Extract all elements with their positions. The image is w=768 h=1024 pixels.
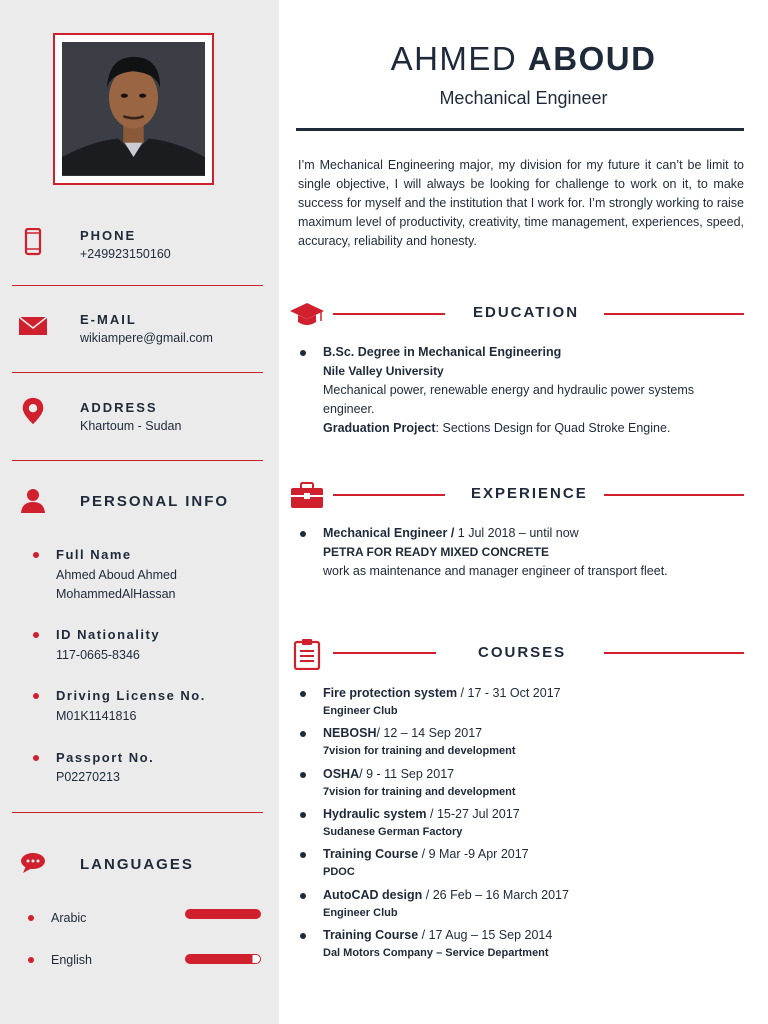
job-title: Mechanical Engineer xyxy=(439,88,608,108)
course-item xyxy=(323,805,743,841)
experience-role: Mechanical Engineer / 1 Jul 2018 – until now xyxy=(323,526,579,540)
bullet xyxy=(300,350,306,356)
address-value: Khartoum - Sudan xyxy=(80,419,182,433)
education-description: Mechanical power, renewable energy and hydraulic power systems engineer. xyxy=(323,383,695,416)
divider xyxy=(12,460,263,461)
id-nationality-label: ID Nationality xyxy=(56,627,161,642)
full-name-label: Full Name xyxy=(56,547,132,562)
section-rule xyxy=(333,494,445,496)
portrait-image xyxy=(62,42,205,176)
bullet xyxy=(28,957,34,963)
bullet xyxy=(28,915,34,921)
contact-address xyxy=(0,397,279,447)
courses-heading: COURSES xyxy=(478,644,567,661)
passport-label: Passport No. xyxy=(56,750,155,765)
sidebar xyxy=(0,0,279,1024)
course-title: Training Course / 17 Aug – 15 Sep 2014 xyxy=(323,927,553,942)
experience-description: work as maintenance and manager engineer of transport fleet. xyxy=(323,564,668,578)
email-value[interactable]: wikiampere@gmail.com xyxy=(80,331,213,345)
course-organization: Engineer Club xyxy=(323,705,398,717)
bullet xyxy=(33,552,39,558)
title-rule xyxy=(296,128,744,131)
section-rule xyxy=(604,652,744,654)
graduation-project: Graduation Project: Sections Design for Quad Stroke Engine. xyxy=(323,421,671,435)
phone-label: PHONE xyxy=(80,228,137,243)
full-name-value: Ahmed Aboud Ahmed MohammedAlHassan xyxy=(56,568,177,601)
driving-license-value: M01K1141816 xyxy=(56,709,137,723)
course-organization: PDOC xyxy=(323,866,355,879)
bullet xyxy=(33,632,39,638)
divider xyxy=(12,285,263,286)
course-title: Fire protection system / 17 - 31 Oct 2017 xyxy=(323,686,561,700)
divider xyxy=(12,372,263,373)
email-label: E-MAIL xyxy=(80,312,137,327)
course-organization: 7vision for training and development xyxy=(323,745,516,758)
address-label: ADDRESS xyxy=(80,400,158,415)
course-item xyxy=(323,724,743,760)
education-heading: EDUCATION xyxy=(473,304,580,321)
bullet xyxy=(33,693,39,699)
education-entry xyxy=(323,343,743,438)
bullet xyxy=(300,772,306,778)
course-organization: Dal Motors Company – Service Department xyxy=(323,946,549,959)
course-title: OSHA/ 9 - 11 Sep 2017 xyxy=(323,766,455,781)
speech-bubble-icon xyxy=(20,852,46,874)
briefcase-icon xyxy=(289,480,325,510)
phone-icon xyxy=(20,228,46,256)
section-rule xyxy=(333,652,436,654)
experience-entry xyxy=(323,524,743,581)
candidate-name: AHMED ABOUD xyxy=(390,40,657,77)
bullet xyxy=(300,893,306,899)
company-name: PETRA FOR READY MIXED CONCRETE xyxy=(323,545,550,559)
location-pin-icon xyxy=(20,397,46,425)
bullet xyxy=(300,812,306,818)
course-organization: 7vision for training and development xyxy=(323,785,516,798)
driving-license-label: Driving License No. xyxy=(56,688,206,703)
bullet xyxy=(300,531,306,537)
language-level-bar-english xyxy=(185,954,261,964)
contact-email xyxy=(0,310,279,360)
bullet xyxy=(300,731,306,737)
course-organization: Engineer Club xyxy=(323,906,398,919)
course-item xyxy=(323,765,743,801)
profile-photo-frame xyxy=(53,33,214,185)
passport-value: P02270213 xyxy=(56,770,120,784)
divider xyxy=(12,812,263,813)
course-organization: Sudanese German Factory xyxy=(323,825,463,838)
university: Nile Valley University xyxy=(323,364,444,378)
degree: B.Sc. Degree in Mechanical Engineering xyxy=(323,345,562,359)
course-item xyxy=(323,845,743,881)
personal-info-heading: PERSONAL INFO xyxy=(80,493,230,510)
profile-summary: I’m Mechanical Engineering major, my division for my future it can’t be limit to single objective, I will always be looking for challenge to work on it, to make success for myself and the institution that I work for. I’m strongly working to raise maximum level of productivity, creativity, time management, experiences, speed, accuracy, reliability and honesty. xyxy=(298,158,744,248)
graduation-cap-icon xyxy=(289,299,325,329)
course-title: AutoCAD design / 26 Feb – 16 March 2017 xyxy=(323,887,569,902)
main-content xyxy=(279,0,768,1024)
bullet xyxy=(300,852,306,858)
id-nationality-value: 117-0665-8346 xyxy=(56,648,140,662)
person-icon xyxy=(20,488,46,514)
contact-phone xyxy=(0,225,279,275)
language-english: English xyxy=(51,953,92,967)
section-rule xyxy=(333,313,445,315)
course-title: NEBOSH/ 12 – 14 Sep 2017 xyxy=(323,726,483,741)
profile-photo xyxy=(62,42,205,176)
clipboard-icon xyxy=(293,638,321,670)
course-item xyxy=(323,684,743,720)
languages-heading: LANGUAGES xyxy=(80,856,194,873)
course-title: Training Course / 9 Mar -9 Apr 2017 xyxy=(323,847,529,862)
bullet xyxy=(300,691,306,697)
language-level-bar-arabic xyxy=(185,909,261,919)
course-item xyxy=(323,886,743,922)
section-rule xyxy=(604,313,744,315)
bullet xyxy=(300,933,306,939)
bullet xyxy=(33,755,39,761)
mail-icon xyxy=(18,312,48,340)
language-arabic: Arabic xyxy=(51,911,87,925)
course-item xyxy=(323,926,743,962)
course-title: Hydraulic system / 15-27 Jul 2017 xyxy=(323,806,520,821)
experience-heading: EXPERIENCE xyxy=(471,485,588,502)
section-rule xyxy=(604,494,744,496)
phone-value: +249923150160 xyxy=(80,247,171,261)
